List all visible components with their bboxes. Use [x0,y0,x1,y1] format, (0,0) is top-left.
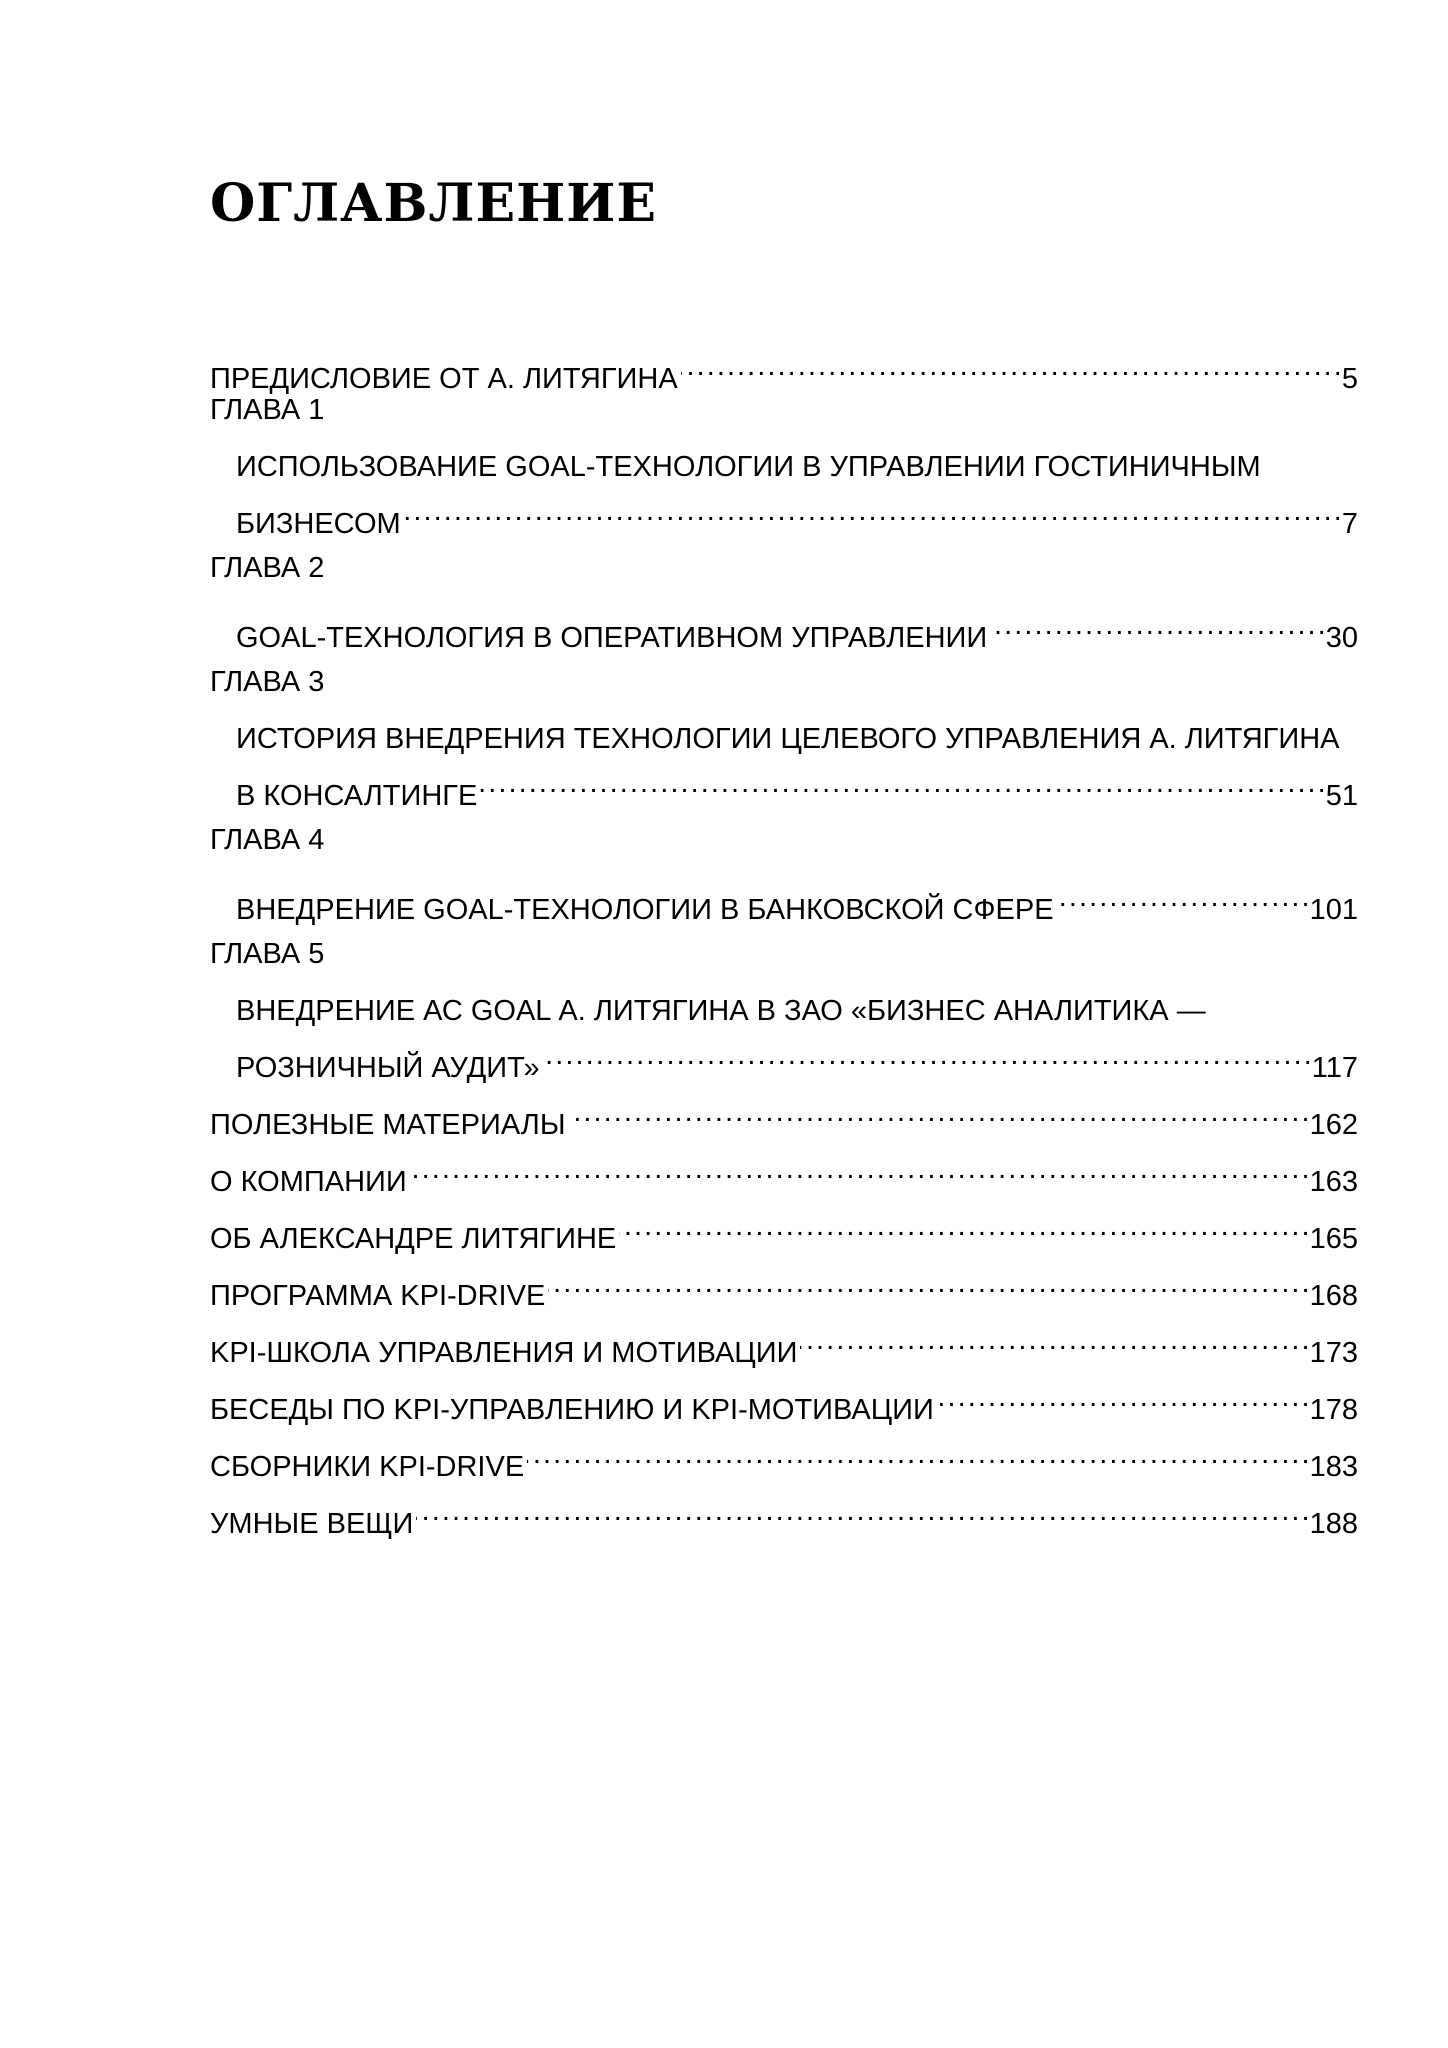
toc-entry-label: ПРОГРАММА KPI-DRIVE [210,1280,546,1312]
toc-entry-line [210,717,1358,761]
dot-leader [681,344,1339,388]
toc-entry-label: ВНЕДРЕНИЕ GOAL-ТЕХНОЛОГИИ В БАНКОВСКОЙ СФЕРЕ [236,894,1054,926]
toc-entry-about-company[interactable] [210,1147,1358,1198]
dot-leader [1057,875,1307,919]
toc-chapter-label: ГЛАВА 2 [210,552,325,584]
toc-entry-label-continued: В КОНСАЛТИНГЕ [236,780,478,812]
toc-entry-label: GOAL-ТЕХНОЛОГИЯ В ОПЕРАТИВНОМ УПРАВЛЕНИИ [236,622,988,654]
toc-entry-label: ИСПОЛЬЗОВАНИЕ GOAL-ТЕХНОЛОГИИ В УПРАВЛЕНИИ ГОСТИНИЧНЫМ [236,451,1261,483]
toc-chapter-heading [210,546,1358,590]
toc-entry-label: СБОРНИКИ KPI-DRIVE [210,1451,525,1483]
toc-page-number: 162 [1309,1109,1358,1141]
toc-entry-label: ОБ АЛЕКСАНДРЕ ЛИТЯГИНЕ [210,1223,617,1255]
toc-page-number: 183 [1309,1451,1358,1483]
toc-entry-kpi-school[interactable] [210,1318,1358,1369]
toc-entry-smart-things[interactable] [210,1489,1358,1540]
toc-entry-kpi-collections[interactable] [210,1432,1358,1483]
dot-leader [548,1261,1306,1305]
toc-page-number: 165 [1309,1223,1358,1255]
toc-entry-label: УМНЫЕ ВЕЩИ [210,1508,414,1540]
dot-leader [619,1204,1306,1248]
toc-entry-chapter-1[interactable] [210,445,1358,540]
toc-chapter-label: ГЛАВА 4 [210,824,325,856]
toc-page-number: 7 [1341,508,1358,540]
toc-entry-line [210,989,1358,1033]
toc-entry-kpi-talks[interactable] [210,1375,1358,1426]
dot-leader [990,603,1323,647]
toc-entry-label-continued: БИЗНЕСОМ [236,508,401,540]
toc-entry-kpi-drive-program[interactable] [210,1261,1358,1312]
toc-entry-line [210,761,1358,812]
toc-chapter-label: ГЛАВА 1 [210,394,325,426]
toc-chapter-label: ГЛАВА 5 [210,938,325,970]
toc-entry-line [210,1033,1358,1084]
toc-entry-chapter-3[interactable] [210,717,1358,812]
toc-page-number: 5 [1341,363,1358,395]
toc-entry-label: ВНЕДРЕНИЕ АС GOAL А. ЛИТЯГИНА В ЗАО «БИЗНЕС АНАЛИТИКА — [236,995,1206,1027]
toc-entry-chapter-4[interactable] [210,875,1358,926]
toc-chapter-heading [210,660,1358,704]
toc-page-number: 188 [1309,1508,1358,1540]
toc-chapter-heading [210,818,1358,862]
toc-entry-chapter-5[interactable] [210,989,1358,1084]
toc-entry-label: KPI-ШКОЛА УПРАВЛЕНИЯ И МОТИВАЦИИ [210,1337,798,1369]
toc-entry-label: ИСТОРИЯ ВНЕДРЕНИЯ ТЕХНОЛОГИИ ЦЕЛЕВОГО УПРАВЛЕНИЯ А. ЛИТЯГИНА [236,723,1340,755]
toc-page-number: 168 [1309,1280,1358,1312]
toc-page-number: 51 [1325,780,1358,812]
dot-leader [569,1090,1307,1134]
toc-entry-label: О КОМПАНИИ [210,1166,407,1198]
toc-page-number: 30 [1325,622,1358,654]
toc-entry-line [210,489,1358,540]
page-title: ОГЛАВЛЕНИЕ [210,173,657,234]
dot-leader [416,1489,1306,1533]
dot-leader [480,761,1322,805]
toc-chapter-heading [210,932,1358,976]
dot-leader [410,1147,1307,1191]
dot-leader [800,1318,1306,1362]
dot-leader [527,1432,1306,1476]
toc-entry-about-author[interactable] [210,1204,1358,1255]
toc-entry-label-continued: РОЗНИЧНЫЙ АУДИТ» [236,1052,540,1084]
dot-leader [543,1033,1309,1077]
toc-entry-useful-materials[interactable] [210,1090,1358,1141]
toc-chapter-label: ГЛАВА 3 [210,666,325,698]
toc-entry-label: БЕСЕДЫ ПО KPI-УПРАВЛЕНИЮ И KPI-МОТИВАЦИИ [210,1394,934,1426]
toc-page-number: 101 [1309,894,1358,926]
toc-entry-label: ПОЛЕЗНЫЕ МАТЕРИАЛЫ [210,1109,566,1141]
toc-page-number: 163 [1309,1166,1358,1198]
toc-entry-line [210,445,1358,489]
toc-page-number: 117 [1311,1052,1358,1084]
toc-page-number: 173 [1309,1337,1358,1369]
table-of-contents [210,344,1358,1540]
toc-entry-preface[interactable] [210,344,1358,395]
toc-entry-label: ПРЕДИСЛОВИЕ ОТ А. ЛИТЯГИНА [210,363,678,395]
dot-leader [937,1375,1307,1419]
toc-entry-chapter-2[interactable] [210,603,1358,654]
dot-leader [404,489,1339,533]
toc-page-number: 178 [1309,1394,1358,1426]
